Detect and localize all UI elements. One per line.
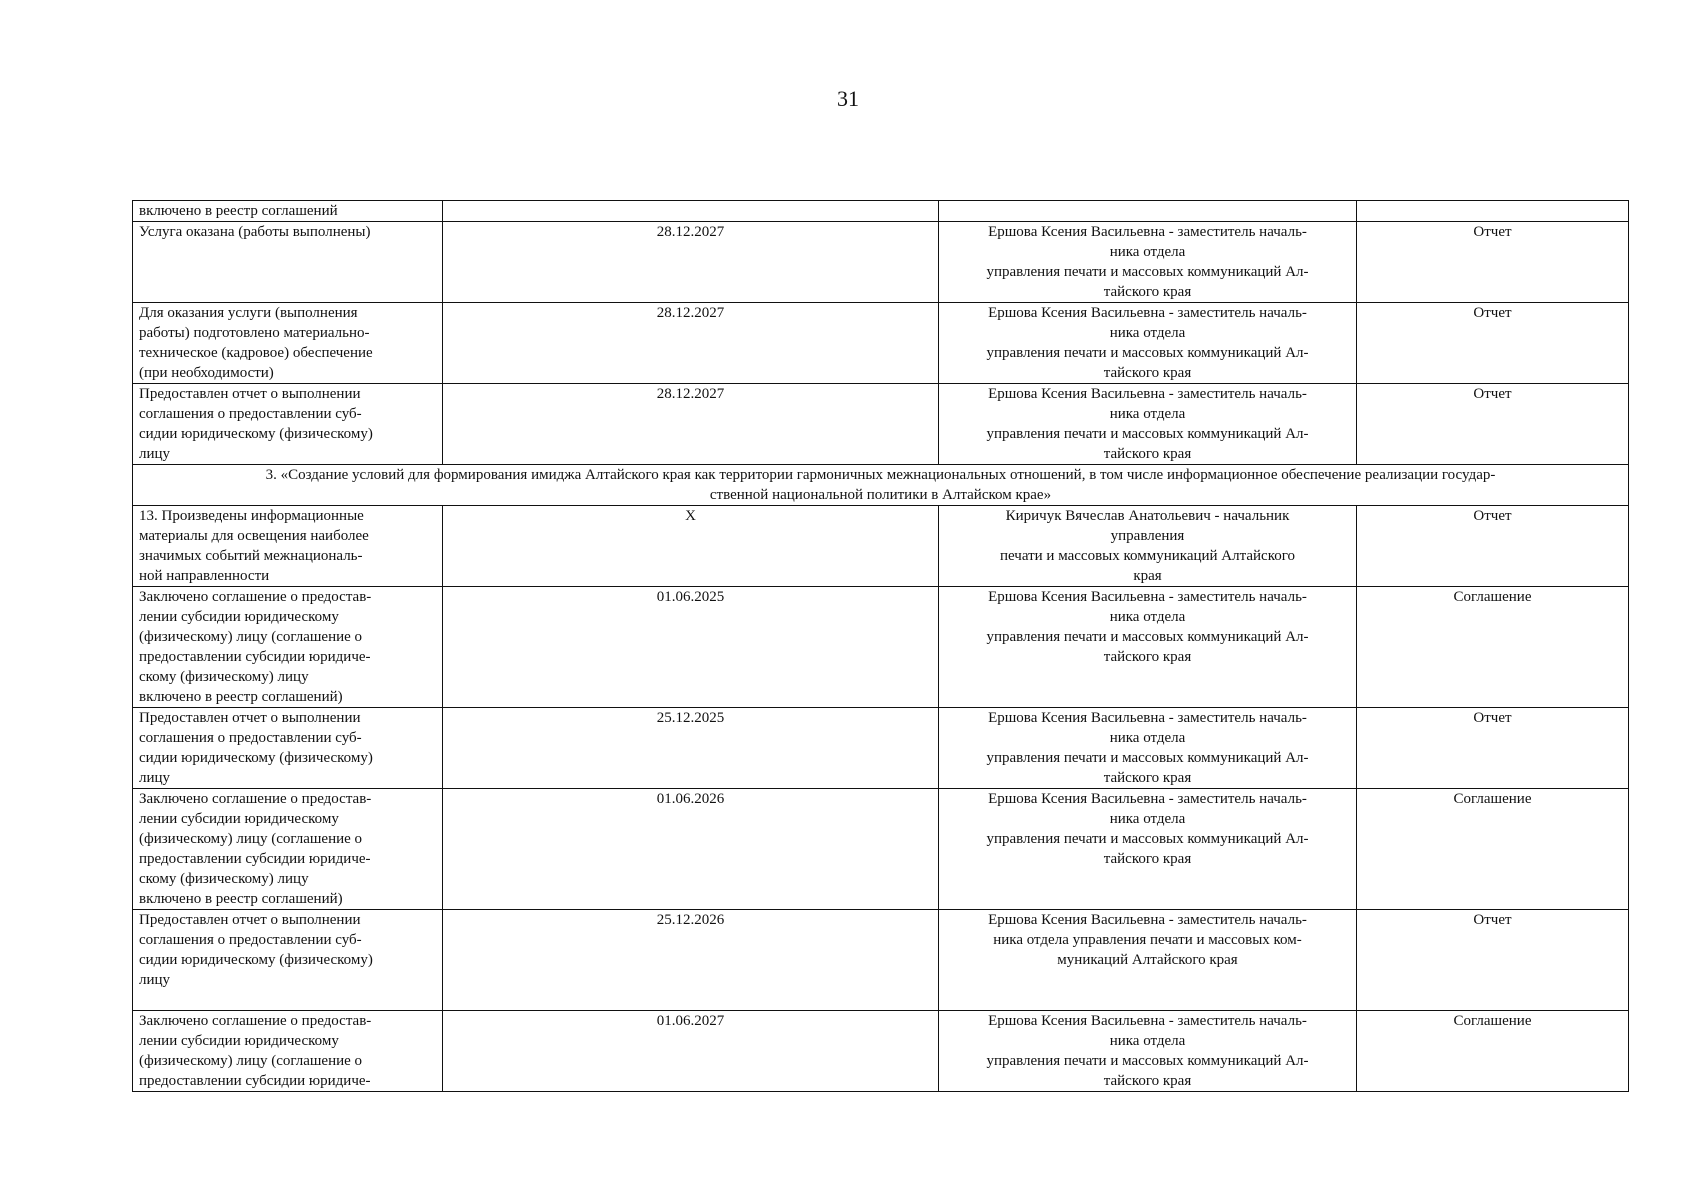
- responsible-cell-line: управления печати и массовых коммуникаций Ал-: [986, 345, 1309, 361]
- page-number: 31: [837, 86, 859, 111]
- document-cell: Отчет: [1357, 303, 1629, 384]
- responsible-cell-line: тайского края: [1103, 1073, 1192, 1089]
- date-cell: [443, 201, 939, 222]
- date-cell: X: [443, 506, 939, 587]
- responsible-cell-line: печати и массовых коммуникаций Алтайского: [999, 548, 1296, 564]
- event-cell-line: Предоставлен отчет о выполнении: [139, 386, 361, 402]
- event-cell-line: сидии юридическому (физическому): [139, 952, 373, 968]
- responsible-cell-line: ника отдела: [1109, 406, 1186, 422]
- event-cell-line: соглашения о предоставлении суб-: [139, 406, 362, 422]
- event-cell-line: (физическому) лицу (соглашение о: [139, 831, 363, 847]
- responsible-cell-line: управления печати и массовых коммуникаций Ал-: [986, 264, 1309, 280]
- responsible-cell-line: тайского края: [1103, 284, 1192, 300]
- responsible-cell-line: Ершова Ксения Васильевна - заместитель началь-: [988, 589, 1307, 605]
- table-row: [133, 222, 1629, 303]
- event-cell: [133, 1011, 443, 1092]
- event-cell-line: скому (физическому) лицу: [139, 871, 309, 887]
- event-cell-line: значимых событий межнациональ-: [139, 548, 363, 564]
- section-title-line: 3. «Создание условий для формирования имиджа Алтайского края как территории гармоничных межнациональных отношений, в том числе информационное обеспечение реализации государ-: [265, 467, 1496, 483]
- document-cell: Отчет: [1357, 506, 1629, 587]
- date-cell: 01.06.2025: [443, 587, 939, 708]
- responsible-cell-line: муникаций Алтайского края: [1057, 952, 1238, 968]
- table-row: [133, 303, 1629, 384]
- section-title-line: ственной национальной политики в Алтайском крае»: [709, 487, 1052, 503]
- table-row: [133, 587, 1629, 708]
- responsible-cell-line: ника отдела: [1109, 244, 1186, 260]
- responsible-cell: [939, 789, 1357, 910]
- event-cell-line: лицу: [139, 446, 171, 462]
- responsible-cell: [939, 201, 1357, 222]
- event-cell-line: Для оказания услуги (выполнения: [139, 305, 358, 321]
- event-cell-line: соглашения о предоставлении суб-: [139, 932, 362, 948]
- document-cell: Соглашение: [1357, 789, 1629, 910]
- event-cell-line: (при необходимости): [139, 365, 274, 381]
- table-row: [133, 910, 1629, 1011]
- responsible-cell-line: края: [1133, 568, 1162, 584]
- event-cell-line: предоставлении субсидии юридиче-: [139, 1073, 371, 1089]
- event-cell-line: ной направленности: [139, 568, 270, 584]
- responsible-cell: [939, 384, 1357, 465]
- event-cell: [133, 303, 443, 384]
- table-row: [133, 789, 1629, 910]
- event-cell-line: работы) подготовлено материально-: [139, 325, 370, 341]
- event-cell-line: скому (физическому) лицу: [139, 669, 309, 685]
- responsible-cell: [939, 303, 1357, 384]
- document-cell: Соглашение: [1357, 587, 1629, 708]
- event-cell-line: лицу: [139, 972, 171, 988]
- event-cell-line: Услуга оказана (работы выполнены): [139, 224, 371, 240]
- event-cell-line: лении субсидии юридическому: [139, 811, 339, 827]
- responsible-cell: [939, 708, 1357, 789]
- responsible-cell: [939, 1011, 1357, 1092]
- responsible-cell-line: Ершова Ксения Васильевна - заместитель началь-: [988, 386, 1307, 402]
- event-cell-line: лении субсидии юридическому: [139, 609, 339, 625]
- event-cell: [133, 587, 443, 708]
- event-cell-line: Заключено соглашение о предостав-: [139, 791, 372, 807]
- table-row: [133, 506, 1629, 587]
- responsible-cell-line: тайского края: [1103, 365, 1192, 381]
- document-cell: Отчет: [1357, 222, 1629, 303]
- responsible-cell-line: Ершова Ксения Васильевна - заместитель началь-: [988, 791, 1307, 807]
- responsible-cell-line: управления печати и массовых коммуникаций Ал-: [986, 1053, 1309, 1069]
- event-cell-line: лении субсидии юридическому: [139, 1033, 339, 1049]
- event-cell-line: техническое (кадровое) обеспечение: [139, 345, 373, 361]
- event-cell-line: 13. Произведены информационные: [139, 508, 364, 524]
- event-cell-line: сидии юридическому (физическому): [139, 426, 373, 442]
- event-cell-line: Заключено соглашение о предостав-: [139, 589, 372, 605]
- event-cell: включено в реестр соглашений: [133, 201, 443, 222]
- event-cell-line: материалы для освещения наиболее: [139, 528, 369, 544]
- table-row: [133, 1011, 1629, 1092]
- date-cell: 28.12.2027: [443, 384, 939, 465]
- event-cell: [133, 708, 443, 789]
- responsible-cell-line: ника отдела: [1109, 1033, 1186, 1049]
- responsible-cell-line: ника отдела: [1109, 325, 1186, 341]
- responsible-cell-line: тайского края: [1103, 851, 1192, 867]
- date-cell: 25.12.2026: [443, 910, 939, 1011]
- table-row: [133, 384, 1629, 465]
- table-row: [133, 708, 1629, 789]
- event-cell-line: включено в реестр соглашений): [139, 689, 343, 705]
- date-cell: 25.12.2025: [443, 708, 939, 789]
- responsible-cell-line: Ершова Ксения Васильевна - заместитель началь-: [988, 1013, 1307, 1029]
- table-row: [133, 201, 1629, 222]
- document-cell: Отчет: [1357, 384, 1629, 465]
- event-cell-line: сидии юридическому (физическому): [139, 750, 373, 766]
- responsible-cell-line: Ершова Ксения Васильевна - заместитель началь-: [988, 305, 1307, 321]
- event-cell: [133, 222, 443, 303]
- responsible-cell: [939, 222, 1357, 303]
- event-cell: [133, 506, 443, 587]
- event-cell-line: (физическому) лицу (соглашение о: [139, 629, 363, 645]
- responsible-cell-line: ника отдела: [1109, 730, 1186, 746]
- responsible-cell-line: Ершова Ксения Васильевна - заместитель началь-: [988, 224, 1307, 240]
- document-cell: Отчет: [1357, 910, 1629, 1011]
- date-cell: 28.12.2027: [443, 222, 939, 303]
- date-cell: 01.06.2027: [443, 1011, 939, 1092]
- event-cell-line: соглашения о предоставлении суб-: [139, 730, 362, 746]
- event-cell-line: лицу: [139, 770, 171, 786]
- document-cell: Отчет: [1357, 708, 1629, 789]
- responsible-cell-line: управления: [1110, 528, 1185, 544]
- date-cell: 01.06.2026: [443, 789, 939, 910]
- event-cell-line: (физическому) лицу (соглашение о: [139, 1053, 363, 1069]
- responsible-cell: [939, 587, 1357, 708]
- event-cell: [133, 384, 443, 465]
- date-cell: 28.12.2027: [443, 303, 939, 384]
- section-header-row: [133, 465, 1629, 506]
- responsible-cell-line: тайского края: [1103, 649, 1192, 665]
- section-title: [133, 465, 1629, 506]
- responsible-cell-line: управления печати и массовых коммуникаций Ал-: [986, 629, 1309, 645]
- event-cell-line: предоставлении субсидии юридиче-: [139, 649, 371, 665]
- responsible-cell-line: управления печати и массовых коммуникаций Ал-: [986, 831, 1309, 847]
- responsible-cell-line: Ершова Ксения Васильевна - заместитель началь-: [988, 710, 1307, 726]
- responsible-cell-line: ника отдела управления печати и массовых ком-: [993, 932, 1302, 948]
- event-cell-line: Заключено соглашение о предостав-: [139, 1013, 372, 1029]
- event-cell-line: Предоставлен отчет о выполнении: [139, 912, 361, 928]
- event-cell-line: предоставлении субсидии юридиче-: [139, 851, 371, 867]
- responsible-cell-line: управления печати и массовых коммуникаций Ал-: [986, 750, 1309, 766]
- event-cell-line: Предоставлен отчет о выполнении: [139, 710, 361, 726]
- event-cell: [133, 789, 443, 910]
- plan-table: [132, 200, 1629, 1092]
- responsible-cell-line: ника отдела: [1109, 811, 1186, 827]
- responsible-cell: [939, 910, 1357, 1011]
- responsible-cell-line: ника отдела: [1109, 609, 1186, 625]
- responsible-cell-line: тайского края: [1103, 446, 1192, 462]
- responsible-cell-line: тайского края: [1103, 770, 1192, 786]
- responsible-cell: [939, 506, 1357, 587]
- responsible-cell-line: управления печати и массовых коммуникаций Ал-: [986, 426, 1309, 442]
- event-cell-line: включено в реестр соглашений): [139, 891, 343, 907]
- event-cell: [133, 910, 443, 1011]
- document-cell: [1357, 201, 1629, 222]
- responsible-cell-line: Киричук Вячеслав Анатольевич - начальник: [1005, 508, 1290, 524]
- responsible-cell-line: Ершова Ксения Васильевна - заместитель началь-: [988, 912, 1307, 928]
- document-cell: Соглашение: [1357, 1011, 1629, 1092]
